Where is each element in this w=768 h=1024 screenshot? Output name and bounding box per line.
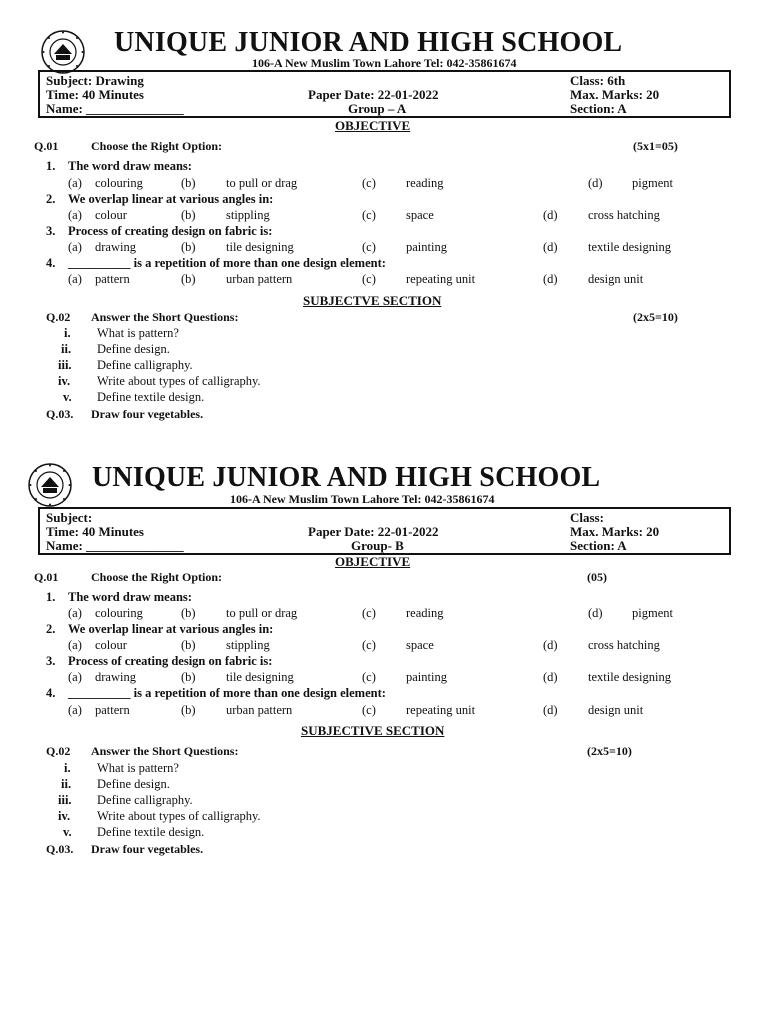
short-question-text: What is pattern? [97, 761, 179, 775]
mcq-question: We overlap linear at various angles in: [68, 192, 274, 206]
paper-date-field: Paper Date: 22-01-2022 [308, 87, 439, 102]
mcq-number: 2. [46, 622, 56, 636]
max-marks-field: Max. Marks: 20 [570, 524, 660, 539]
option-b-label: (b) [181, 208, 196, 222]
option-c-label: (c) [362, 176, 376, 190]
mcq-question: __________ is a repetition of more than one design element: [68, 256, 386, 270]
option-c-label: (c) [362, 703, 376, 717]
group-field: Group – A [348, 101, 407, 116]
option-b-text: tile designing [226, 670, 294, 684]
class-field: Class: [570, 510, 604, 525]
option-d-label: (d) [543, 638, 558, 652]
option-c-text: painting [406, 670, 447, 684]
mcq-number: 4. [46, 256, 56, 270]
q2-instruction: Answer the Short Questions: [91, 310, 239, 324]
short-question-number: iii. [58, 793, 72, 807]
q1-marks: (5x1=05) [633, 139, 678, 153]
subject-field: Subject: [46, 510, 93, 525]
option-d-label: (d) [543, 240, 558, 254]
option-a-label: (a) [68, 638, 82, 652]
q1-marks: (05) [587, 570, 607, 584]
option-b-text: tile designing [226, 240, 294, 254]
option-d-text: pigment [632, 176, 673, 190]
option-a-text: pattern [95, 703, 130, 717]
q2-marks: (2x5=10) [587, 744, 632, 758]
option-a-label: (a) [68, 208, 82, 222]
option-a-text: colouring [95, 176, 143, 190]
option-b-label: (b) [181, 176, 196, 190]
mcq-question: The word draw means: [68, 590, 192, 604]
mcq-number: 3. [46, 654, 56, 668]
section-field: Section: A [570, 538, 627, 553]
paper-header-box [38, 507, 731, 555]
q3-instruction: Draw four vegetables. [91, 842, 204, 856]
option-b-label: (b) [181, 670, 196, 684]
option-b-text: urban pattern [226, 703, 293, 717]
max-marks-field: Max. Marks: 20 [570, 87, 660, 102]
q3-number: Q.03. [46, 407, 74, 421]
option-c-text: repeating unit [406, 272, 476, 286]
option-c-label: (c) [362, 272, 376, 286]
option-d-label: (d) [543, 272, 558, 286]
name-field: Name: _______________ [46, 538, 184, 553]
q1-number: Q.01 [34, 570, 59, 584]
option-b-label: (b) [181, 240, 196, 254]
option-a-label: (a) [68, 606, 82, 620]
section-field: Section: A [570, 101, 627, 116]
short-question-number: ii. [61, 777, 72, 791]
q2-instruction: Answer the Short Questions: [91, 744, 239, 758]
option-d-text: textile designing [588, 240, 671, 254]
option-b-label: (b) [181, 638, 196, 652]
q2-number: Q.02 [46, 310, 71, 324]
option-c-label: (c) [362, 638, 376, 652]
option-d-text: design unit [588, 272, 644, 286]
option-b-text: to pull or drag [226, 176, 298, 190]
q2-number: Q.02 [46, 744, 71, 758]
objective-heading: OBJECTIVE [335, 118, 411, 133]
paper-date-field: Paper Date: 22-01-2022 [308, 524, 439, 539]
option-c-text: space [406, 208, 434, 222]
mcq-number: 1. [46, 159, 56, 173]
option-a-text: colour [95, 208, 127, 222]
short-question-text: Write about types of calligraphy. [97, 374, 261, 388]
q3-instruction: Draw four vegetables. [91, 407, 204, 421]
mcq-number: 3. [46, 224, 56, 238]
short-question-number: v. [63, 825, 72, 839]
option-d-text: cross hatching [588, 208, 660, 222]
option-a-label: (a) [68, 703, 82, 717]
subjective-heading: SUBJECTIVE SECTION [301, 723, 445, 738]
option-d-label: (d) [588, 176, 603, 190]
option-d-text: pigment [632, 606, 673, 620]
short-question-text: Define textile design. [97, 825, 205, 839]
q1-instruction: Choose the Right Option: [91, 139, 223, 153]
school-crest-icon [27, 462, 73, 508]
short-question-text: Define calligraphy. [97, 358, 193, 372]
group-field: Group- B [351, 538, 404, 553]
q1-instruction: Choose the Right Option: [91, 570, 223, 584]
mcq-question: We overlap linear at various angles in: [68, 622, 274, 636]
school-name: UNIQUE JUNIOR AND HIGH SCHOOL [92, 462, 601, 493]
option-b-label: (b) [181, 703, 196, 717]
mcq-number: 4. [46, 686, 56, 700]
option-c-text: painting [406, 240, 447, 254]
short-question-number: i. [64, 761, 71, 775]
short-question-text: What is pattern? [97, 326, 179, 340]
objective-heading: OBJECTIVE [335, 554, 411, 569]
option-b-text: stippling [226, 638, 270, 652]
short-question-text: Define design. [97, 777, 170, 791]
option-a-label: (a) [68, 176, 82, 190]
option-d-label: (d) [543, 703, 558, 717]
option-b-text: to pull or drag [226, 606, 298, 620]
q3-number: Q.03. [46, 842, 74, 856]
option-c-label: (c) [362, 240, 376, 254]
mcq-number: 1. [46, 590, 56, 604]
subjective-heading: SUBJECTVE SECTION [303, 293, 442, 308]
class-field: Class: 6th [570, 73, 626, 88]
option-d-text: design unit [588, 703, 644, 717]
q1-number: Q.01 [34, 139, 59, 153]
school-name: UNIQUE JUNIOR AND HIGH SCHOOL [114, 27, 623, 58]
short-question-number: i. [64, 326, 71, 340]
time-field: Time: 40 Minutes [46, 87, 144, 102]
option-b-label: (b) [181, 272, 196, 286]
option-a-label: (a) [68, 272, 82, 286]
short-question-number: iv. [58, 809, 71, 823]
short-question-number: ii. [61, 342, 72, 356]
short-question-number: v. [63, 390, 72, 404]
option-a-text: pattern [95, 272, 130, 286]
option-c-text: space [406, 638, 434, 652]
mcq-question: The word draw means: [68, 159, 192, 173]
time-field: Time: 40 Minutes [46, 524, 144, 539]
short-question-text: Define design. [97, 342, 170, 356]
option-d-label: (d) [543, 670, 558, 684]
option-b-text: urban pattern [226, 272, 293, 286]
option-a-text: drawing [95, 240, 136, 254]
option-d-text: textile designing [588, 670, 671, 684]
short-question-text: Write about types of calligraphy. [97, 809, 261, 823]
option-a-label: (a) [68, 670, 82, 684]
option-c-label: (c) [362, 606, 376, 620]
option-b-text: stippling [226, 208, 270, 222]
short-question-number: iv. [58, 374, 71, 388]
option-d-label: (d) [588, 606, 603, 620]
option-c-text: reading [406, 606, 444, 620]
short-question-text: Define calligraphy. [97, 793, 193, 807]
option-c-label: (c) [362, 670, 376, 684]
option-d-text: cross hatching [588, 638, 660, 652]
mcq-number: 2. [46, 192, 56, 206]
option-d-label: (d) [543, 208, 558, 222]
option-c-text: reading [406, 176, 444, 190]
option-b-label: (b) [181, 606, 196, 620]
option-c-label: (c) [362, 208, 376, 222]
q2-marks: (2x5=10) [633, 310, 678, 324]
name-field: Name: _______________ [46, 101, 184, 116]
mcq-question: Process of creating design on fabric is: [68, 654, 273, 668]
option-a-text: drawing [95, 670, 136, 684]
short-question-number: iii. [58, 358, 72, 372]
option-a-text: colouring [95, 606, 143, 620]
mcq-question: Process of creating design on fabric is: [68, 224, 273, 238]
school-logo [27, 462, 73, 508]
option-c-text: repeating unit [406, 703, 476, 717]
school-address: 106-A New Muslim Town Lahore Tel: 042-35861674 [252, 56, 517, 70]
option-a-text: colour [95, 638, 127, 652]
school-address: 106-A New Muslim Town Lahore Tel: 042-35861674 [230, 492, 495, 506]
option-a-label: (a) [68, 240, 82, 254]
short-question-text: Define textile design. [97, 390, 205, 404]
mcq-question: __________ is a repetition of more than one design element: [68, 686, 386, 700]
subject-field: Subject: Drawing [46, 73, 144, 88]
